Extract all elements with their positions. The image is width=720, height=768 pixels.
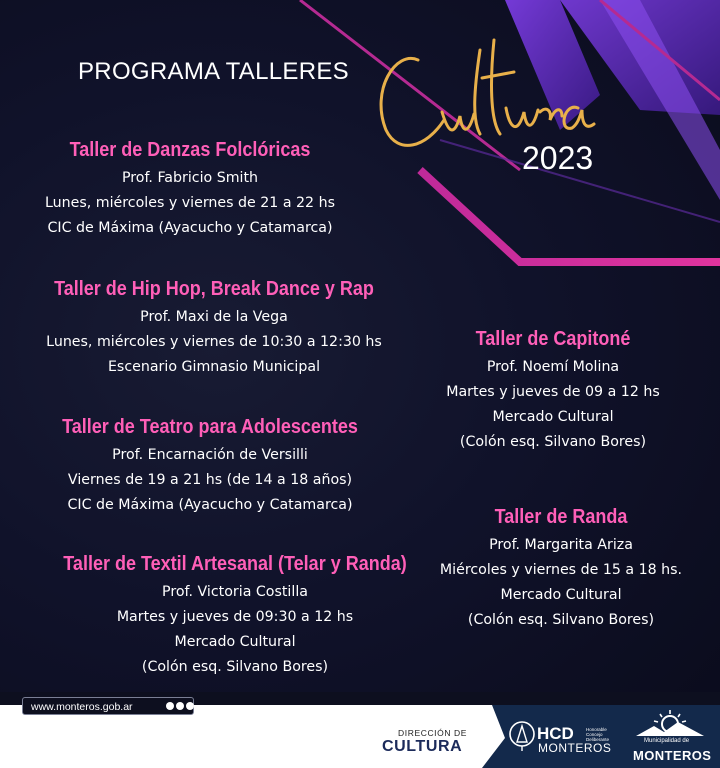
facebook-icon[interactable]	[166, 702, 174, 710]
workshop-teacher: Prof. Fabricio Smith	[121, 170, 259, 186]
workshop-capitone	[428, 327, 678, 455]
workshop-location: Mercado Cultural	[500, 587, 622, 603]
workshop-location: Mercado Cultural	[174, 634, 296, 650]
website-link[interactable]: www.monteros.gob.ar	[22, 697, 194, 715]
workshop-teacher: Prof. Maxi de la Vega	[140, 309, 288, 325]
workshop-location: Mercado Cultural	[492, 409, 614, 425]
workshop-teacher: Prof. Noemí Molina	[486, 359, 620, 375]
hcd-emblem-icon	[508, 718, 536, 752]
workshop-location: CIC de Máxima (Ayacucho y Catamarca)	[67, 497, 353, 513]
youtube-icon[interactable]	[176, 702, 184, 710]
workshop-title: Taller de Randa	[494, 506, 628, 528]
workshop-schedule: Martes y jueves de 09 a 12 hs	[446, 384, 660, 400]
workshop-address: (Colón esq. Silvano Bores)	[467, 612, 655, 628]
workshop-danzas	[20, 138, 360, 241]
workshop-title: Taller de Teatro para Adolescentes	[62, 416, 358, 438]
workshop-teacher: Prof. Margarita Ariza	[489, 537, 633, 553]
workshop-title: Taller de Danzas Folclóricas	[69, 139, 311, 161]
workshop-schedule: Miércoles y viernes de 15 a 18 hs.	[439, 562, 683, 578]
workshop-teatro	[20, 415, 400, 518]
municipio-name: MONTEROS	[633, 748, 712, 763]
instagram-icon[interactable]	[186, 702, 194, 710]
workshop-hiphop	[14, 277, 414, 380]
workshop-textil	[20, 552, 450, 680]
magenta-band	[420, 170, 720, 262]
workshop-teacher: Prof. Encarnación de Versilli	[112, 447, 308, 463]
municipio-sun-mountain-icon	[634, 708, 706, 738]
direccion-label: DIRECCIÓN DE	[398, 728, 468, 738]
year-label: 2023	[522, 140, 594, 176]
hcd-name: HCD	[537, 724, 574, 743]
page-title: PROGRAMA TALLERES	[78, 58, 349, 85]
workshop-location: Escenario Gimnasio Municipal	[107, 359, 321, 375]
workshop-address: (Colón esq. Silvano Bores)	[141, 659, 329, 675]
hcd-fine-print: Honorable Concejo Deliberante	[586, 727, 610, 742]
hcd-monteros: MONTEROS	[538, 741, 612, 755]
workshop-schedule: Lunes, miércoles y viernes de 10:30 a 12:30 hs	[46, 334, 382, 350]
cultura-label: CULTURA	[382, 738, 463, 755]
workshop-title: Taller de Hip Hop, Break Dance y Rap	[54, 278, 374, 300]
workshop-address: (Colón esq. Silvano Bores)	[459, 434, 647, 450]
workshop-location: CIC de Máxima (Ayacucho y Catamarca)	[47, 220, 333, 236]
workshop-teacher: Prof. Victoria Costilla	[162, 584, 308, 600]
workshop-title: Taller de Textil Artesanal (Telar y Randa)	[63, 553, 407, 575]
workshop-title: Taller de Capitoné	[475, 328, 631, 350]
workshop-schedule: Lunes, miércoles y viernes de 21 a 22 hs	[45, 195, 335, 211]
workshop-randa	[436, 505, 686, 633]
workshop-schedule: Viernes de 19 a 21 hs (de 14 a 18 años)	[67, 472, 353, 488]
municipio-label: Municipalidad de	[644, 738, 690, 744]
workshop-schedule: Martes y jueves de 09:30 a 12 hs	[116, 609, 354, 625]
